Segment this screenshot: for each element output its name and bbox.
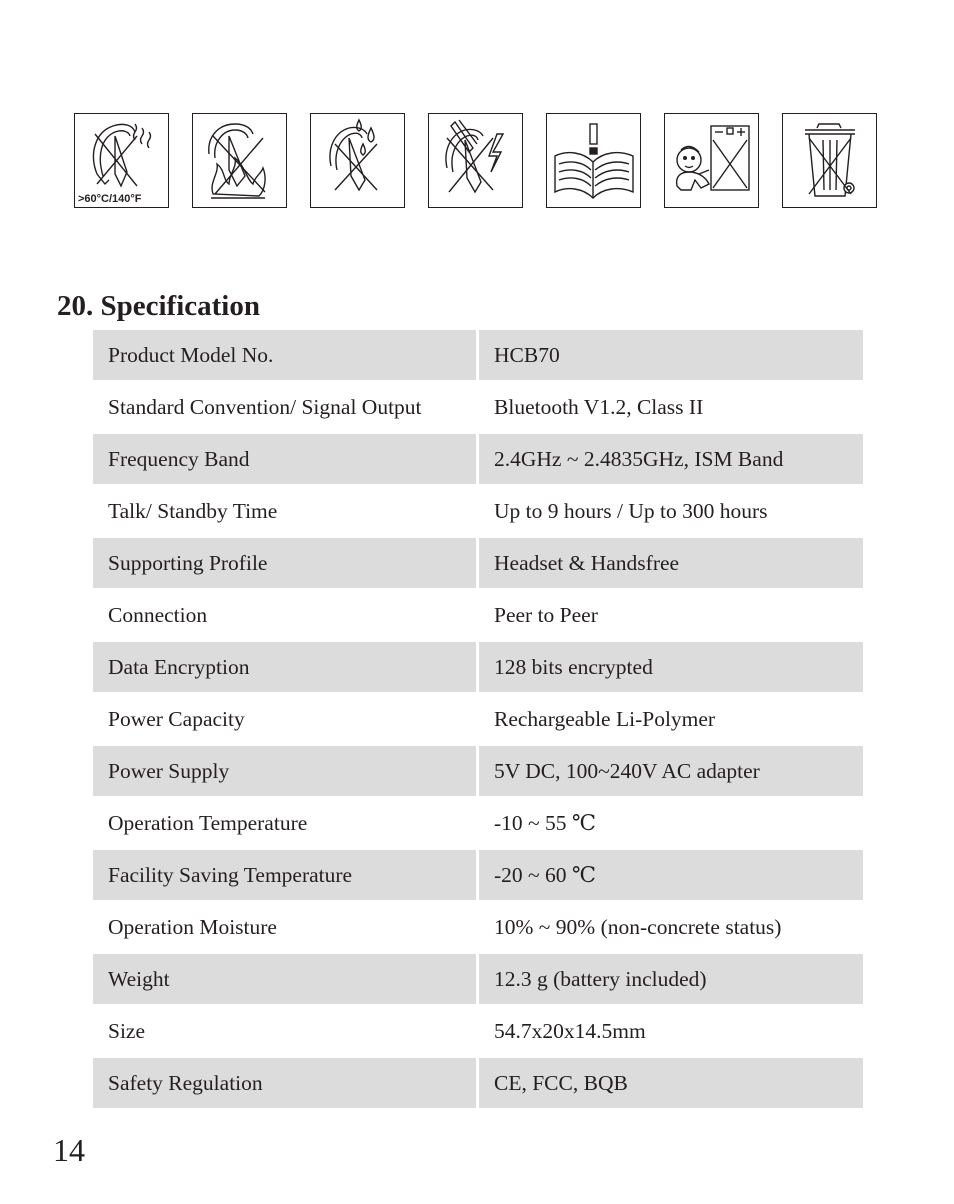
- spec-value: 128 bits encrypted: [479, 642, 863, 692]
- spec-label: Operation Moisture: [108, 915, 277, 939]
- spec-label: Power Supply: [93, 746, 476, 796]
- spec-value: Rechargeable Li-Polymer: [494, 707, 716, 731]
- spec-label: Size: [108, 1019, 146, 1043]
- spec-label: Standard Convention/ Signal Output: [108, 395, 422, 419]
- no-water-icon: [310, 113, 405, 208]
- spec-value: -10 ~ 55 ℃: [494, 811, 596, 835]
- spec-value: Headset & Handsfree: [479, 538, 863, 588]
- table-row: [93, 1006, 863, 1056]
- table-row: [93, 798, 863, 848]
- table-row: [93, 642, 863, 692]
- spec-label: Operation Temperature: [108, 811, 308, 835]
- table-row: [93, 590, 863, 640]
- spec-label: Connection: [108, 603, 208, 627]
- spec-label: Frequency Band: [93, 434, 476, 484]
- table-row: [93, 486, 863, 536]
- spec-value: 5V DC, 100~240V AC adapter: [479, 746, 863, 796]
- spec-label: Talk/ Standby Time: [108, 499, 278, 523]
- specification-table: [93, 330, 863, 1110]
- keep-from-children-icon: [664, 113, 759, 208]
- table-row: [93, 694, 863, 744]
- spec-value: 12.3 g (battery included): [479, 954, 863, 1004]
- spec-label: Supporting Profile: [93, 538, 476, 588]
- spec-value: Bluetooth V1.2, Class II: [494, 395, 704, 419]
- spec-label: Product Model No.: [93, 330, 476, 380]
- table-row: [93, 330, 863, 380]
- spec-value: -20 ~ 60 ℃: [479, 850, 863, 900]
- spec-value: 2.4GHz ~ 2.4835GHz, ISM Band: [479, 434, 863, 484]
- spec-label: Weight: [93, 954, 476, 1004]
- read-manual-icon: [546, 113, 641, 208]
- spec-value: Up to 9 hours / Up to 300 hours: [494, 499, 768, 523]
- no-fire-icon: [192, 113, 287, 208]
- no-trash-disposal-icon: [782, 113, 877, 208]
- spec-value: 54.7x20x14.5mm: [494, 1019, 646, 1043]
- table-row: [93, 746, 863, 796]
- spec-value: 10% ~ 90% (non-concrete status): [494, 915, 782, 939]
- table-row: [93, 902, 863, 952]
- table-row: [93, 382, 863, 432]
- table-row: [93, 954, 863, 1004]
- section-title: 20. Specification: [57, 290, 260, 322]
- spec-value: Peer to Peer: [494, 603, 598, 627]
- no-heat-icon: [74, 113, 169, 208]
- spec-value: HCB70: [479, 330, 863, 380]
- no-disassemble-icon: [428, 113, 523, 208]
- table-row: [93, 1058, 863, 1108]
- page-number: 14: [53, 1132, 85, 1168]
- spec-label: Facility Saving Temperature: [93, 850, 476, 900]
- spec-label: Data Encryption: [93, 642, 476, 692]
- spec-value: CE, FCC, BQB: [479, 1058, 863, 1108]
- warning-icon-row: [74, 113, 878, 208]
- table-row: [93, 538, 863, 588]
- spec-label: Power Capacity: [108, 707, 245, 731]
- table-row: [93, 850, 863, 900]
- temperature-limit-label: >60°C/140°F: [78, 193, 142, 205]
- spec-label: Safety Regulation: [93, 1058, 476, 1108]
- table-row: [93, 434, 863, 484]
